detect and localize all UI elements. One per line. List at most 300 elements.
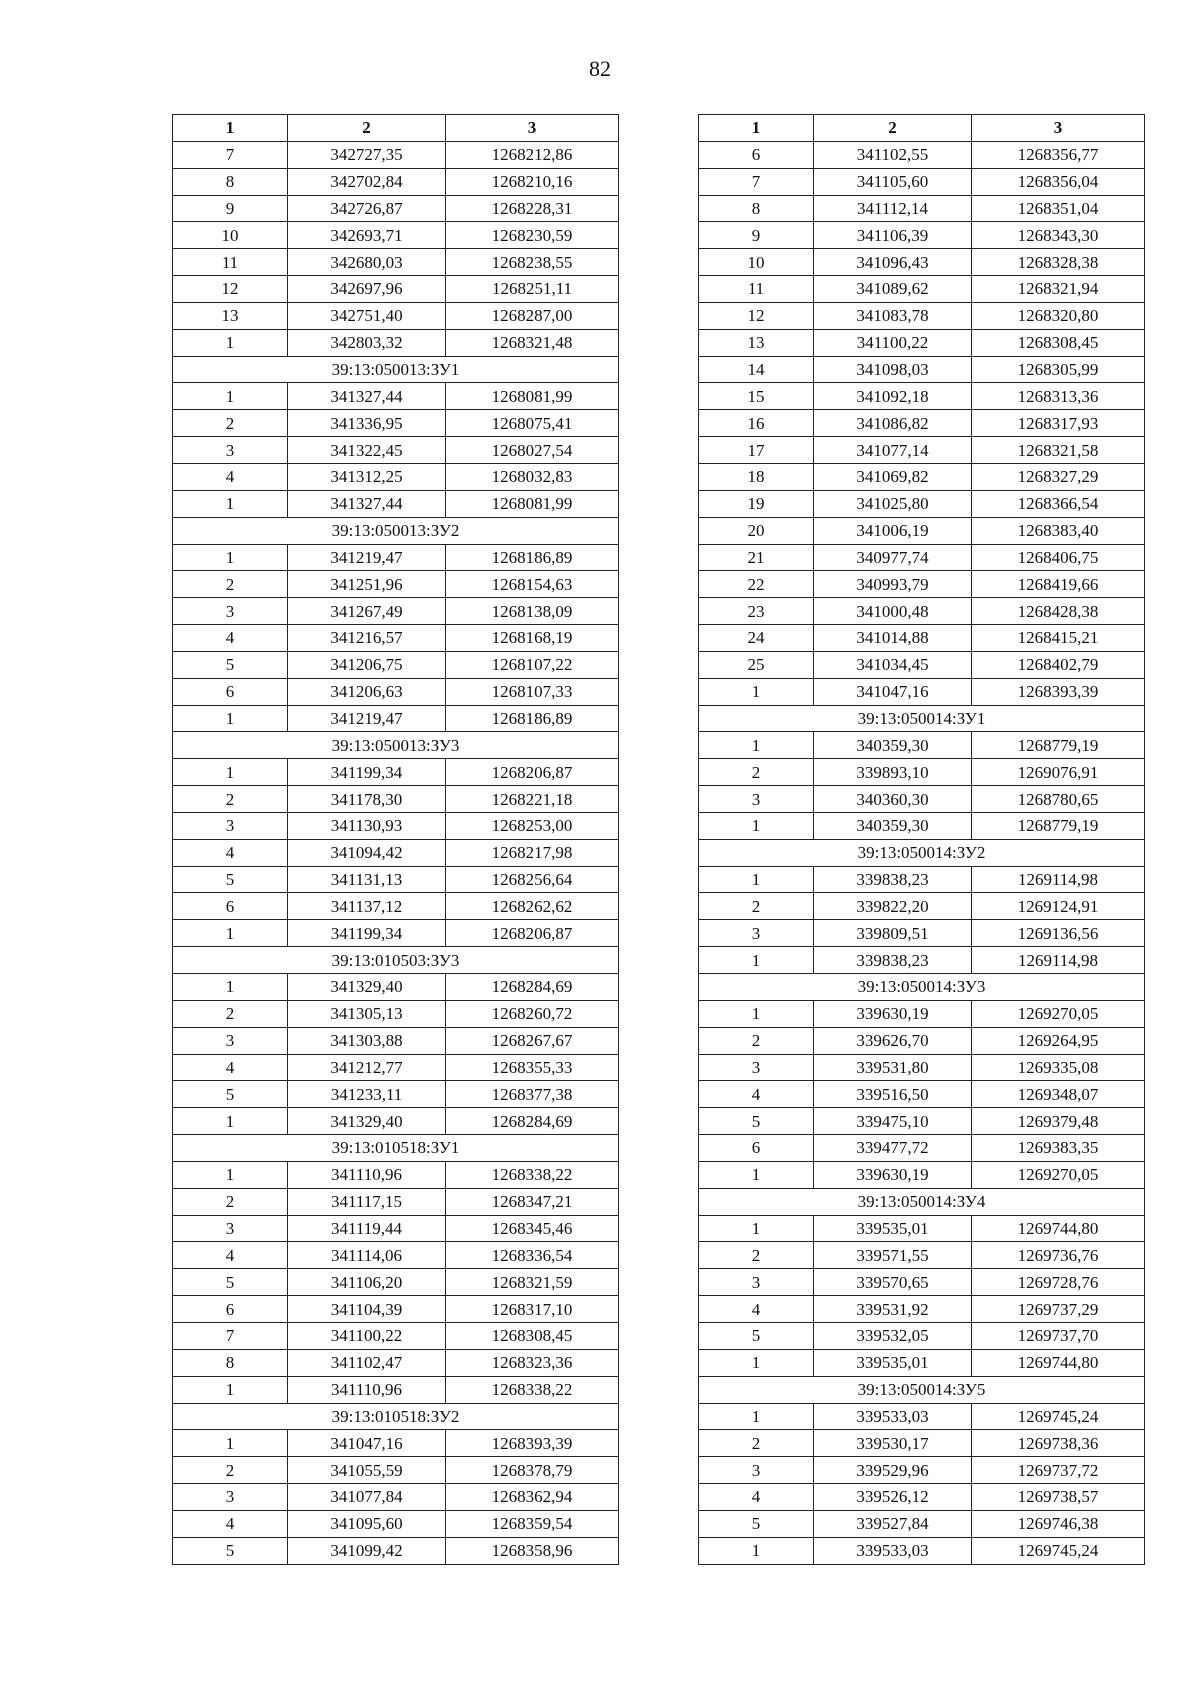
y-coordinate-cell: 1268228,31 (446, 195, 619, 222)
y-coordinate-cell: 1268217,98 (446, 839, 619, 866)
x-coordinate-cell: 341327,44 (288, 383, 446, 410)
y-coordinate-cell: 1268780,65 (972, 786, 1145, 813)
y-coordinate-cell: 1268321,59 (446, 1269, 619, 1296)
y-coordinate-cell: 1269744,80 (972, 1215, 1145, 1242)
x-coordinate-cell: 341100,22 (814, 329, 972, 356)
x-coordinate-cell: 341098,03 (814, 356, 972, 383)
x-coordinate-cell: 339477,72 (814, 1135, 972, 1162)
point-number-cell: 7 (699, 168, 814, 195)
x-coordinate-cell: 341119,44 (288, 1215, 446, 1242)
x-coordinate-cell: 341014,88 (814, 625, 972, 652)
table-row (173, 1457, 619, 1484)
y-coordinate-cell: 1268328,38 (972, 249, 1145, 276)
point-number-cell: 1 (699, 678, 814, 705)
table-row (699, 1457, 1145, 1484)
point-number-cell: 1 (173, 544, 288, 571)
parcel-id-label: 39:13:050014:ЗУ1 (699, 705, 1145, 732)
y-coordinate-cell: 1269745,24 (972, 1403, 1145, 1430)
y-coordinate-cell: 1268221,18 (446, 786, 619, 813)
x-coordinate-cell: 341110,96 (288, 1161, 446, 1188)
x-coordinate-cell: 342751,40 (288, 302, 446, 329)
column-header-point: 1 (699, 115, 814, 142)
y-coordinate-cell: 1268336,54 (446, 1242, 619, 1269)
point-number-cell: 5 (699, 1322, 814, 1349)
table-row (173, 571, 619, 598)
table-row (699, 463, 1145, 490)
point-number-cell: 24 (699, 625, 814, 652)
y-coordinate-cell: 1269335,08 (972, 1054, 1145, 1081)
x-coordinate-cell: 341106,39 (814, 222, 972, 249)
y-coordinate-cell: 1268366,54 (972, 490, 1145, 517)
x-coordinate-cell: 341117,15 (288, 1188, 446, 1215)
point-number-cell: 2 (173, 786, 288, 813)
y-coordinate-cell: 1269270,05 (972, 1161, 1145, 1188)
table-row (173, 490, 619, 517)
column-header-x: 2 (288, 115, 446, 142)
y-coordinate-cell: 1268327,29 (972, 463, 1145, 490)
x-coordinate-cell: 342693,71 (288, 222, 446, 249)
table-row (699, 1430, 1145, 1457)
point-number-cell: 5 (173, 1081, 288, 1108)
y-coordinate-cell: 1268081,99 (446, 383, 619, 410)
x-coordinate-cell: 341305,13 (288, 1000, 446, 1027)
point-number-cell: 19 (699, 490, 814, 517)
y-coordinate-cell: 1268260,72 (446, 1000, 619, 1027)
y-coordinate-cell: 1268321,58 (972, 437, 1145, 464)
table-row (699, 1349, 1145, 1376)
y-coordinate-cell: 1268212,86 (446, 141, 619, 168)
y-coordinate-cell: 1268378,79 (446, 1457, 619, 1484)
table-row (173, 383, 619, 410)
table-row (699, 1027, 1145, 1054)
point-number-cell: 4 (173, 1510, 288, 1537)
point-number-cell: 1 (173, 1161, 288, 1188)
y-coordinate-cell: 1268338,22 (446, 1161, 619, 1188)
y-coordinate-cell: 1268355,33 (446, 1054, 619, 1081)
table-header-row (699, 115, 1145, 142)
y-coordinate-cell: 1268406,75 (972, 544, 1145, 571)
point-number-cell: 4 (699, 1081, 814, 1108)
x-coordinate-cell: 341219,47 (288, 544, 446, 571)
table-row (173, 1296, 619, 1323)
point-number-cell: 1 (173, 1430, 288, 1457)
y-coordinate-cell: 1269738,57 (972, 1484, 1145, 1511)
point-number-cell: 9 (699, 222, 814, 249)
table-row (173, 1269, 619, 1296)
point-number-cell: 1 (699, 1161, 814, 1188)
table-row (699, 812, 1145, 839)
section-header-row (173, 356, 619, 383)
x-coordinate-cell: 339533,03 (814, 1403, 972, 1430)
y-coordinate-cell: 1268343,30 (972, 222, 1145, 249)
section-header-row (699, 839, 1145, 866)
table-row (699, 1161, 1145, 1188)
column-header-x: 2 (814, 115, 972, 142)
y-coordinate-cell: 1268377,38 (446, 1081, 619, 1108)
point-number-cell: 8 (699, 195, 814, 222)
table-row (699, 732, 1145, 759)
point-number-cell: 5 (173, 1269, 288, 1296)
point-number-cell: 12 (173, 276, 288, 303)
x-coordinate-cell: 339809,51 (814, 920, 972, 947)
x-coordinate-cell: 339838,23 (814, 947, 972, 974)
y-coordinate-cell: 1268415,21 (972, 625, 1145, 652)
point-number-cell: 2 (173, 1000, 288, 1027)
table-row (699, 866, 1145, 893)
point-number-cell: 1 (173, 490, 288, 517)
x-coordinate-cell: 341092,18 (814, 383, 972, 410)
y-coordinate-cell: 1268313,36 (972, 383, 1145, 410)
x-coordinate-cell: 341267,49 (288, 598, 446, 625)
table-row (173, 1215, 619, 1242)
point-number-cell: 4 (173, 839, 288, 866)
table-row (699, 1054, 1145, 1081)
point-number-cell: 3 (699, 786, 814, 813)
table-row (699, 1135, 1145, 1162)
table-row (173, 276, 619, 303)
table-row (699, 490, 1145, 517)
table-row (173, 249, 619, 276)
point-number-cell: 2 (173, 571, 288, 598)
table-row (699, 329, 1145, 356)
x-coordinate-cell: 341106,20 (288, 1269, 446, 1296)
parcel-id-label: 39:13:050014:ЗУ2 (699, 839, 1145, 866)
x-coordinate-cell: 341102,47 (288, 1349, 446, 1376)
point-number-cell: 4 (699, 1296, 814, 1323)
y-coordinate-cell: 1268317,93 (972, 410, 1145, 437)
y-coordinate-cell: 1269379,48 (972, 1108, 1145, 1135)
column-header-point: 1 (173, 115, 288, 142)
point-number-cell: 2 (699, 759, 814, 786)
y-coordinate-cell: 1269348,07 (972, 1081, 1145, 1108)
x-coordinate-cell: 339630,19 (814, 1000, 972, 1027)
x-coordinate-cell: 341047,16 (814, 678, 972, 705)
table-row (173, 463, 619, 490)
point-number-cell: 3 (173, 1027, 288, 1054)
x-coordinate-cell: 339529,96 (814, 1457, 972, 1484)
y-coordinate-cell: 1269737,70 (972, 1322, 1145, 1349)
point-number-cell: 1 (699, 1349, 814, 1376)
point-number-cell: 5 (699, 1510, 814, 1537)
table-row (699, 1510, 1145, 1537)
x-coordinate-cell: 341327,44 (288, 490, 446, 517)
y-coordinate-cell: 1269744,80 (972, 1349, 1145, 1376)
y-coordinate-cell: 1268251,11 (446, 276, 619, 303)
table-row (699, 517, 1145, 544)
x-coordinate-cell: 340977,74 (814, 544, 972, 571)
coordinates-table-right (698, 114, 1145, 1565)
y-coordinate-cell: 1268321,94 (972, 276, 1145, 303)
column-header-y: 3 (446, 115, 619, 142)
table-row (699, 1108, 1145, 1135)
x-coordinate-cell: 339822,20 (814, 893, 972, 920)
x-coordinate-cell: 339630,19 (814, 1161, 972, 1188)
point-number-cell: 3 (699, 920, 814, 947)
table-row (173, 839, 619, 866)
y-coordinate-cell: 1268347,21 (446, 1188, 619, 1215)
point-number-cell: 5 (173, 651, 288, 678)
y-coordinate-cell: 1268075,41 (446, 410, 619, 437)
x-coordinate-cell: 342727,35 (288, 141, 446, 168)
section-header-row (173, 947, 619, 974)
point-number-cell: 1 (699, 732, 814, 759)
table-row (173, 141, 619, 168)
y-coordinate-cell: 1268206,87 (446, 920, 619, 947)
parcel-id-label: 39:13:050013:ЗУ1 (173, 356, 619, 383)
point-number-cell: 3 (699, 1269, 814, 1296)
x-coordinate-cell: 340360,30 (814, 786, 972, 813)
x-coordinate-cell: 341086,82 (814, 410, 972, 437)
y-coordinate-cell: 1268081,99 (446, 490, 619, 517)
x-coordinate-cell: 339531,80 (814, 1054, 972, 1081)
table-row (699, 222, 1145, 249)
section-header-row (173, 517, 619, 544)
table-row (173, 222, 619, 249)
x-coordinate-cell: 339893,10 (814, 759, 972, 786)
y-coordinate-cell: 1269745,24 (972, 1537, 1145, 1564)
y-coordinate-cell: 1268362,94 (446, 1484, 619, 1511)
point-number-cell: 20 (699, 517, 814, 544)
point-number-cell: 6 (173, 893, 288, 920)
table-row (173, 812, 619, 839)
x-coordinate-cell: 339526,12 (814, 1484, 972, 1511)
y-coordinate-cell: 1268305,99 (972, 356, 1145, 383)
y-coordinate-cell: 1268317,10 (446, 1296, 619, 1323)
y-coordinate-cell: 1268168,19 (446, 625, 619, 652)
x-coordinate-cell: 341006,19 (814, 517, 972, 544)
y-coordinate-cell: 1268186,89 (446, 544, 619, 571)
y-coordinate-cell: 1269076,91 (972, 759, 1145, 786)
table-row (173, 410, 619, 437)
x-coordinate-cell: 340993,79 (814, 571, 972, 598)
point-number-cell: 4 (173, 625, 288, 652)
y-coordinate-cell: 1268230,59 (446, 222, 619, 249)
table-row (699, 1242, 1145, 1269)
x-coordinate-cell: 339475,10 (814, 1108, 972, 1135)
x-coordinate-cell: 341094,42 (288, 839, 446, 866)
y-coordinate-cell: 1268267,67 (446, 1027, 619, 1054)
x-coordinate-cell: 342680,03 (288, 249, 446, 276)
y-coordinate-cell: 1268428,38 (972, 598, 1145, 625)
point-number-cell: 8 (173, 168, 288, 195)
point-number-cell: 1 (699, 866, 814, 893)
x-coordinate-cell: 341105,60 (814, 168, 972, 195)
table-row (699, 571, 1145, 598)
point-number-cell: 1 (699, 1403, 814, 1430)
table-row (173, 1349, 619, 1376)
point-number-cell: 14 (699, 356, 814, 383)
x-coordinate-cell: 341069,82 (814, 463, 972, 490)
point-number-cell: 8 (173, 1349, 288, 1376)
point-number-cell: 1 (173, 1376, 288, 1403)
parcel-id-label: 39:13:050014:ЗУ5 (699, 1376, 1145, 1403)
point-number-cell: 1 (699, 947, 814, 974)
table-row (699, 356, 1145, 383)
y-coordinate-cell: 1268308,45 (446, 1322, 619, 1349)
table-row (173, 1484, 619, 1511)
y-coordinate-cell: 1268356,77 (972, 141, 1145, 168)
point-number-cell: 3 (699, 1054, 814, 1081)
x-coordinate-cell: 341096,43 (814, 249, 972, 276)
table-row (173, 1510, 619, 1537)
page-number: 82 (589, 56, 611, 81)
y-coordinate-cell: 1268320,80 (972, 302, 1145, 329)
x-coordinate-cell: 341199,34 (288, 920, 446, 947)
point-number-cell: 5 (699, 1108, 814, 1135)
point-number-cell: 2 (699, 893, 814, 920)
section-header-row (173, 1403, 619, 1430)
table-row (173, 1242, 619, 1269)
table-row (173, 1027, 619, 1054)
point-number-cell: 2 (699, 1430, 814, 1457)
point-number-cell: 13 (699, 329, 814, 356)
y-coordinate-cell: 1268284,69 (446, 974, 619, 1001)
section-header-row (699, 1188, 1145, 1215)
point-number-cell: 15 (699, 383, 814, 410)
x-coordinate-cell: 341099,42 (288, 1537, 446, 1564)
x-coordinate-cell: 342726,87 (288, 195, 446, 222)
point-number-cell: 23 (699, 598, 814, 625)
table-row (699, 920, 1145, 947)
x-coordinate-cell: 341102,55 (814, 141, 972, 168)
x-coordinate-cell: 341251,96 (288, 571, 446, 598)
y-coordinate-cell: 1269114,98 (972, 866, 1145, 893)
x-coordinate-cell: 339531,92 (814, 1296, 972, 1323)
x-coordinate-cell: 341077,84 (288, 1484, 446, 1511)
table-row (173, 1161, 619, 1188)
x-coordinate-cell: 341336,95 (288, 410, 446, 437)
y-coordinate-cell: 1268256,64 (446, 866, 619, 893)
point-number-cell: 6 (699, 1135, 814, 1162)
x-coordinate-cell: 339535,01 (814, 1215, 972, 1242)
point-number-cell: 2 (699, 1242, 814, 1269)
point-number-cell: 7 (173, 1322, 288, 1349)
table-row (699, 625, 1145, 652)
table-row (173, 625, 619, 652)
table-row (699, 759, 1145, 786)
table-row (173, 786, 619, 813)
x-coordinate-cell: 341212,77 (288, 1054, 446, 1081)
table-row (173, 1537, 619, 1564)
x-coordinate-cell: 339532,05 (814, 1322, 972, 1349)
point-number-cell: 17 (699, 437, 814, 464)
parcel-id-label: 39:13:050013:ЗУ3 (173, 732, 619, 759)
x-coordinate-cell: 339838,23 (814, 866, 972, 893)
point-number-cell: 3 (173, 812, 288, 839)
x-coordinate-cell: 342803,32 (288, 329, 446, 356)
table-row (699, 678, 1145, 705)
y-coordinate-cell: 1268356,04 (972, 168, 1145, 195)
table-row (173, 1054, 619, 1081)
y-coordinate-cell: 1269270,05 (972, 1000, 1145, 1027)
y-coordinate-cell: 1269737,72 (972, 1457, 1145, 1484)
column-header-y: 3 (972, 115, 1145, 142)
y-coordinate-cell: 1268253,00 (446, 812, 619, 839)
x-coordinate-cell: 341104,39 (288, 1296, 446, 1323)
table-row (699, 786, 1145, 813)
y-coordinate-cell: 1268779,19 (972, 732, 1145, 759)
x-coordinate-cell: 339533,03 (814, 1537, 972, 1564)
section-header-row (173, 1135, 619, 1162)
point-number-cell: 5 (173, 1537, 288, 1564)
y-coordinate-cell: 1268393,39 (446, 1430, 619, 1457)
x-coordinate-cell: 339516,50 (814, 1081, 972, 1108)
y-coordinate-cell: 1268351,04 (972, 195, 1145, 222)
x-coordinate-cell: 341110,96 (288, 1376, 446, 1403)
x-coordinate-cell: 340359,30 (814, 812, 972, 839)
point-number-cell: 21 (699, 544, 814, 571)
point-number-cell: 2 (699, 1027, 814, 1054)
point-number-cell: 10 (699, 249, 814, 276)
y-coordinate-cell: 1269738,36 (972, 1430, 1145, 1457)
parcel-id-label: 39:13:010503:ЗУ3 (173, 947, 619, 974)
x-coordinate-cell: 341322,45 (288, 437, 446, 464)
section-header-row (699, 974, 1145, 1001)
y-coordinate-cell: 1268284,69 (446, 1108, 619, 1135)
y-coordinate-cell: 1269136,56 (972, 920, 1145, 947)
table-row (173, 168, 619, 195)
parcel-id-label: 39:13:050014:ЗУ3 (699, 974, 1145, 1001)
point-number-cell: 3 (173, 598, 288, 625)
table-row (173, 1108, 619, 1135)
table-row (173, 1430, 619, 1457)
point-number-cell: 16 (699, 410, 814, 437)
x-coordinate-cell: 341034,45 (814, 651, 972, 678)
x-coordinate-cell: 339571,55 (814, 1242, 972, 1269)
table-row (173, 974, 619, 1001)
point-number-cell: 22 (699, 571, 814, 598)
x-coordinate-cell: 341199,34 (288, 759, 446, 786)
coordinates-table-left (172, 114, 619, 1565)
point-number-cell: 6 (173, 1296, 288, 1323)
y-coordinate-cell: 1268779,19 (972, 812, 1145, 839)
y-coordinate-cell: 1268032,83 (446, 463, 619, 490)
section-header-row (173, 732, 619, 759)
point-number-cell: 1 (173, 383, 288, 410)
table-row (699, 1081, 1145, 1108)
point-number-cell: 3 (173, 1215, 288, 1242)
point-number-cell: 1 (173, 329, 288, 356)
x-coordinate-cell: 341083,78 (814, 302, 972, 329)
table-row (699, 1403, 1145, 1430)
parcel-id-label: 39:13:010518:ЗУ1 (173, 1135, 619, 1162)
point-number-cell: 4 (173, 1242, 288, 1269)
table-row (699, 1537, 1145, 1564)
x-coordinate-cell: 339527,84 (814, 1510, 972, 1537)
y-coordinate-cell: 1268186,89 (446, 705, 619, 732)
table-row (699, 437, 1145, 464)
y-coordinate-cell: 1268359,54 (446, 1510, 619, 1537)
table-row (173, 1322, 619, 1349)
section-header-row (699, 1376, 1145, 1403)
x-coordinate-cell: 339530,17 (814, 1430, 972, 1457)
x-coordinate-cell: 341047,16 (288, 1430, 446, 1457)
table-row (173, 437, 619, 464)
table-row (699, 302, 1145, 329)
x-coordinate-cell: 341130,93 (288, 812, 446, 839)
x-coordinate-cell: 341055,59 (288, 1457, 446, 1484)
y-coordinate-cell: 1268338,22 (446, 1376, 619, 1403)
y-coordinate-cell: 1269124,91 (972, 893, 1145, 920)
y-coordinate-cell: 1269728,76 (972, 1269, 1145, 1296)
point-number-cell: 2 (173, 1457, 288, 1484)
point-number-cell: 12 (699, 302, 814, 329)
x-coordinate-cell: 341206,75 (288, 651, 446, 678)
table-row (699, 1215, 1145, 1242)
y-coordinate-cell: 1268383,40 (972, 517, 1145, 544)
table-row (173, 598, 619, 625)
x-coordinate-cell: 341233,11 (288, 1081, 446, 1108)
